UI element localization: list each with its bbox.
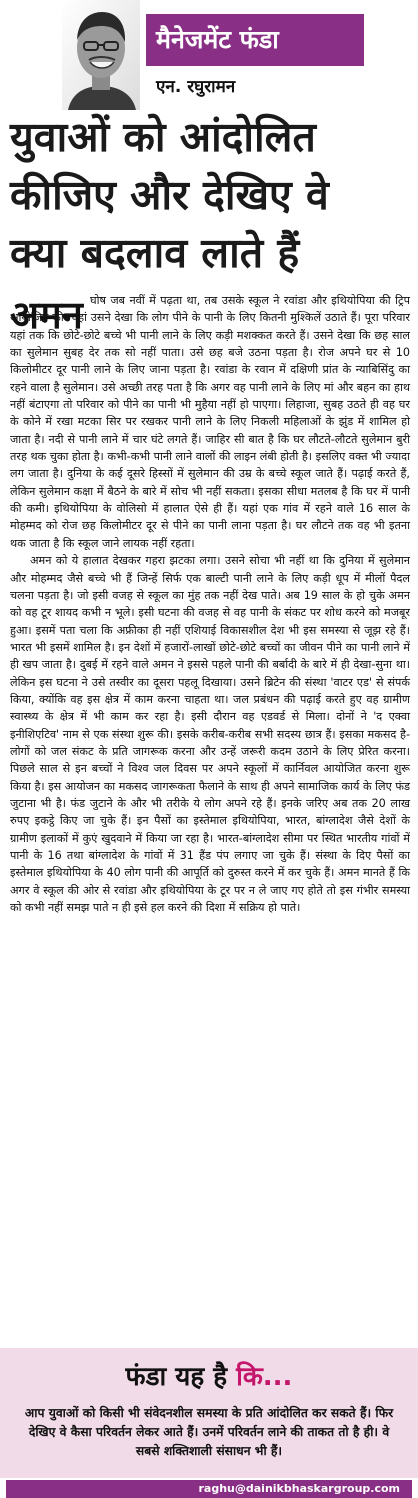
fanda-title bbox=[0, 1357, 418, 1393]
author-portrait-icon bbox=[62, 0, 140, 110]
fanda-title-main: फंडा यह है bbox=[125, 1362, 237, 1392]
fanda-title-ki: कि... bbox=[236, 1362, 293, 1392]
headline-line-2: कीजिए और देखिए वे bbox=[10, 171, 329, 219]
author-name: एन. रघुरामन bbox=[156, 77, 236, 97]
headline-line-1: युवाओं को आंदोलित bbox=[10, 113, 316, 161]
headline-line-3: क्या बदलाव लाते हैं bbox=[10, 229, 300, 277]
article-paragraph-2: अमन को ये हालात देखकर गहरा झटका लगा। उसने सोचा भी नहीं था कि दुनिया में सुलेमान और मोहम्मद जैसे बच्चे भी हैं जिन्हें सिर्फ एक बाल्टी पानी लाने के लिए कड़ी धूप में मीलों पैदल चलना पड़ता है। जो इसी वजह से स्कूल का मुंह तक नहीं देख पाते। अब 19 साल के हो चुके अमन को वह टूर शायद कभी न भूले। इसी घटना की वजह से वह पानी के संकट पर शोध करने को मजबूर हुआ। इसमें पता चला कि अफ्रीका ही नहीं एशियाई विकासशील देश भी इस समस्या से जूझ रहे हैं। भारत भी इसमें शामिल है। इन देशों में हजारों-लाखों छोटे-छोटे बच्चों का जीवन पीने का पानी लाने में ही खप जाता है। दुबई में रहने वाले अमन ने इससे पहले पानी की बर्बादी के बारे में ही देखा-सुना था। लेकिन इस घटना ने उसे तस्वीर का दूसरा पहलू दिखाया। उसने ब्रिटेन की संस्था 'वाटर एड' से संपर्क किया, क्योंकि वह इस क्षेत्र में काम करना चाहता था। जल प्रबंधन की पढ़ाई करते हुए वह ग्रामीण स्वास्थ्य के क्षेत्र में भी काम कर रहा है। इसी दौरान वह एडवर्ड से मिला। दोनों ने 'द एक्वा इनीशिएटिव' नाम से एक संस्था शुरू की। इसके करीब-करीब सभी सदस्य छात्र हैं। इसका मकसद है- लोगों को जल संकट के प्रति जागरूक करना और उन्हें जरूरी कदम उठाने के लिए प्रेरित करना। पिछले साल से इन बच्चों ने विश्व जल दिवस पर अपने स्कूलों में कार्निवल आयोजित करना शुरू किया है। इस आयोजन का मकसद जागरूकता फैलाने के साथ ही अपने सामाजिक कार्य के लिए फंड जुटाना भी है। फंड जुटाने के और भी तरीके ये लोग अपने रहे हैं। इनके जरिए अब तक 20 लाख रुपए इकट्ठे किए जा चुके हैं। इन पैसों का इस्तेमाल इथियोपिया, भारत, बांग्लादेश जैसे देशों के ग्रामीण इलाकों में कुएं खुदवाने में किया जा रहा है। भारत-बांग्लादेश सीमा पर स्थित भारतीय गांवों में पानी के 16 तथा बांग्लादेश के गांवों में 31 हैंड पंप लगाए जा चुके हैं। संस्था के दिए पैसों का इस्तेमाल इथियोपिया के 40 लोग पानी की आपूर्ति को दुरुस्त करने में कर चुके हैं। अमन मानते हैं कि अगर वे स्कूल की ओर से रवांडा और इथियोपिया के टूर पर न ले जाए गए होते तो इस गंभीर समस्या को कभी नहीं समझ पाते न ही इसे हल करने की दिशा में सक्रिय हो पाते। bbox=[10, 554, 410, 915]
headline bbox=[10, 108, 410, 282]
drop-cap: अमन bbox=[10, 292, 83, 337]
article-paragraph-1: घोष जब नवीं में पढ़ता था, तब उसके स्कूल ने रवांडा और इथियोपिया की ट्रिप आयोजित की। वहां उसने देखा कि लोग पीने के पानी के लिए कितनी मुश्किलें उठाते हैं। पूरा परिवार यहां तक कि छोटे-छोटे बच्चे भी पानी लाने के लिए कड़ी मशक्कत करते हैं। उसने देखा कि छह साल का सुलेमान सुबह देर तक सो नहीं पाता। उसे छह बजे उठना पड़ता है। रोज अपने घर से 10 किलोमीटर दूर पानी लाने के लिए जाना पड़ता है। रवांडा के रवान में दक्षिणी प्रांत के न्याबिसिंदु का रहने वाला है सुलेमान। उसे अच्छी तरह पता है कि अगर वह पानी लाने के लिए मां और बहन का हाथ नहीं बंटाएगा तो परिवार को पीने का पानी भी मुहैया नहीं हो पाएगा। लिहाजा, सुबह उठते ही वह घर के कोने में रखा मटका सिर पर रखकर पानी लाने के लिए निकली महिलाओं के झुंड में शामिल हो जाता है। नदी से पानी लाने में चार घंटे लगते हैं। जाहिर सी बात है कि घर लौटते-लौटते सुलेमान बुरी तरह थक चुका होता है। कभी-कभी पानी लाने वालों की लाइन लंबी होती है। इसलिए वक्त भी ज्यादा लग जाता है। दुनिया के कई दूसरे हिस्सों में सुलेमान की उम्र के बच्चे स्कूल जाते हैं। पढ़ाई करते हैं, लेकिन सुलेमान कक्षा में बैठने के बारे में सोच भी नहीं सकता। इसका सीधा मतलब है कि घर में पानी की कमी। इथियोपिया के वोलिसो में हालात ऐसे ही हैं। यहां एक गांव में रहने वाले 16 साल के मोहम्मद को रोज छह किलोमीटर दूर से पीने का पानी लाना पड़ता है। घर लौटने तक वह भी इतना थक जाता है कि स्कूल जाने लायक नहीं रहता। bbox=[10, 294, 410, 550]
author-email[interactable]: raghu@dainikbhaskargroup.com bbox=[6, 1480, 412, 1498]
fanda-text: आप युवाओं को किसी भी संवेदनशील समस्या के प्रति आंदोलित कर सकते हैं। फिर देखिए वे कैसा परिवर्तन लेकर आते हैं। उनमें परिवर्तन लाने की ताकत तो है ही। वे सबसे शक्तिशाली संसाधन भी हैं। bbox=[24, 1406, 394, 1458]
column-label: मैनेजमेंट फंडा bbox=[146, 14, 364, 66]
article-body bbox=[10, 292, 410, 916]
column-header bbox=[0, 0, 418, 110]
